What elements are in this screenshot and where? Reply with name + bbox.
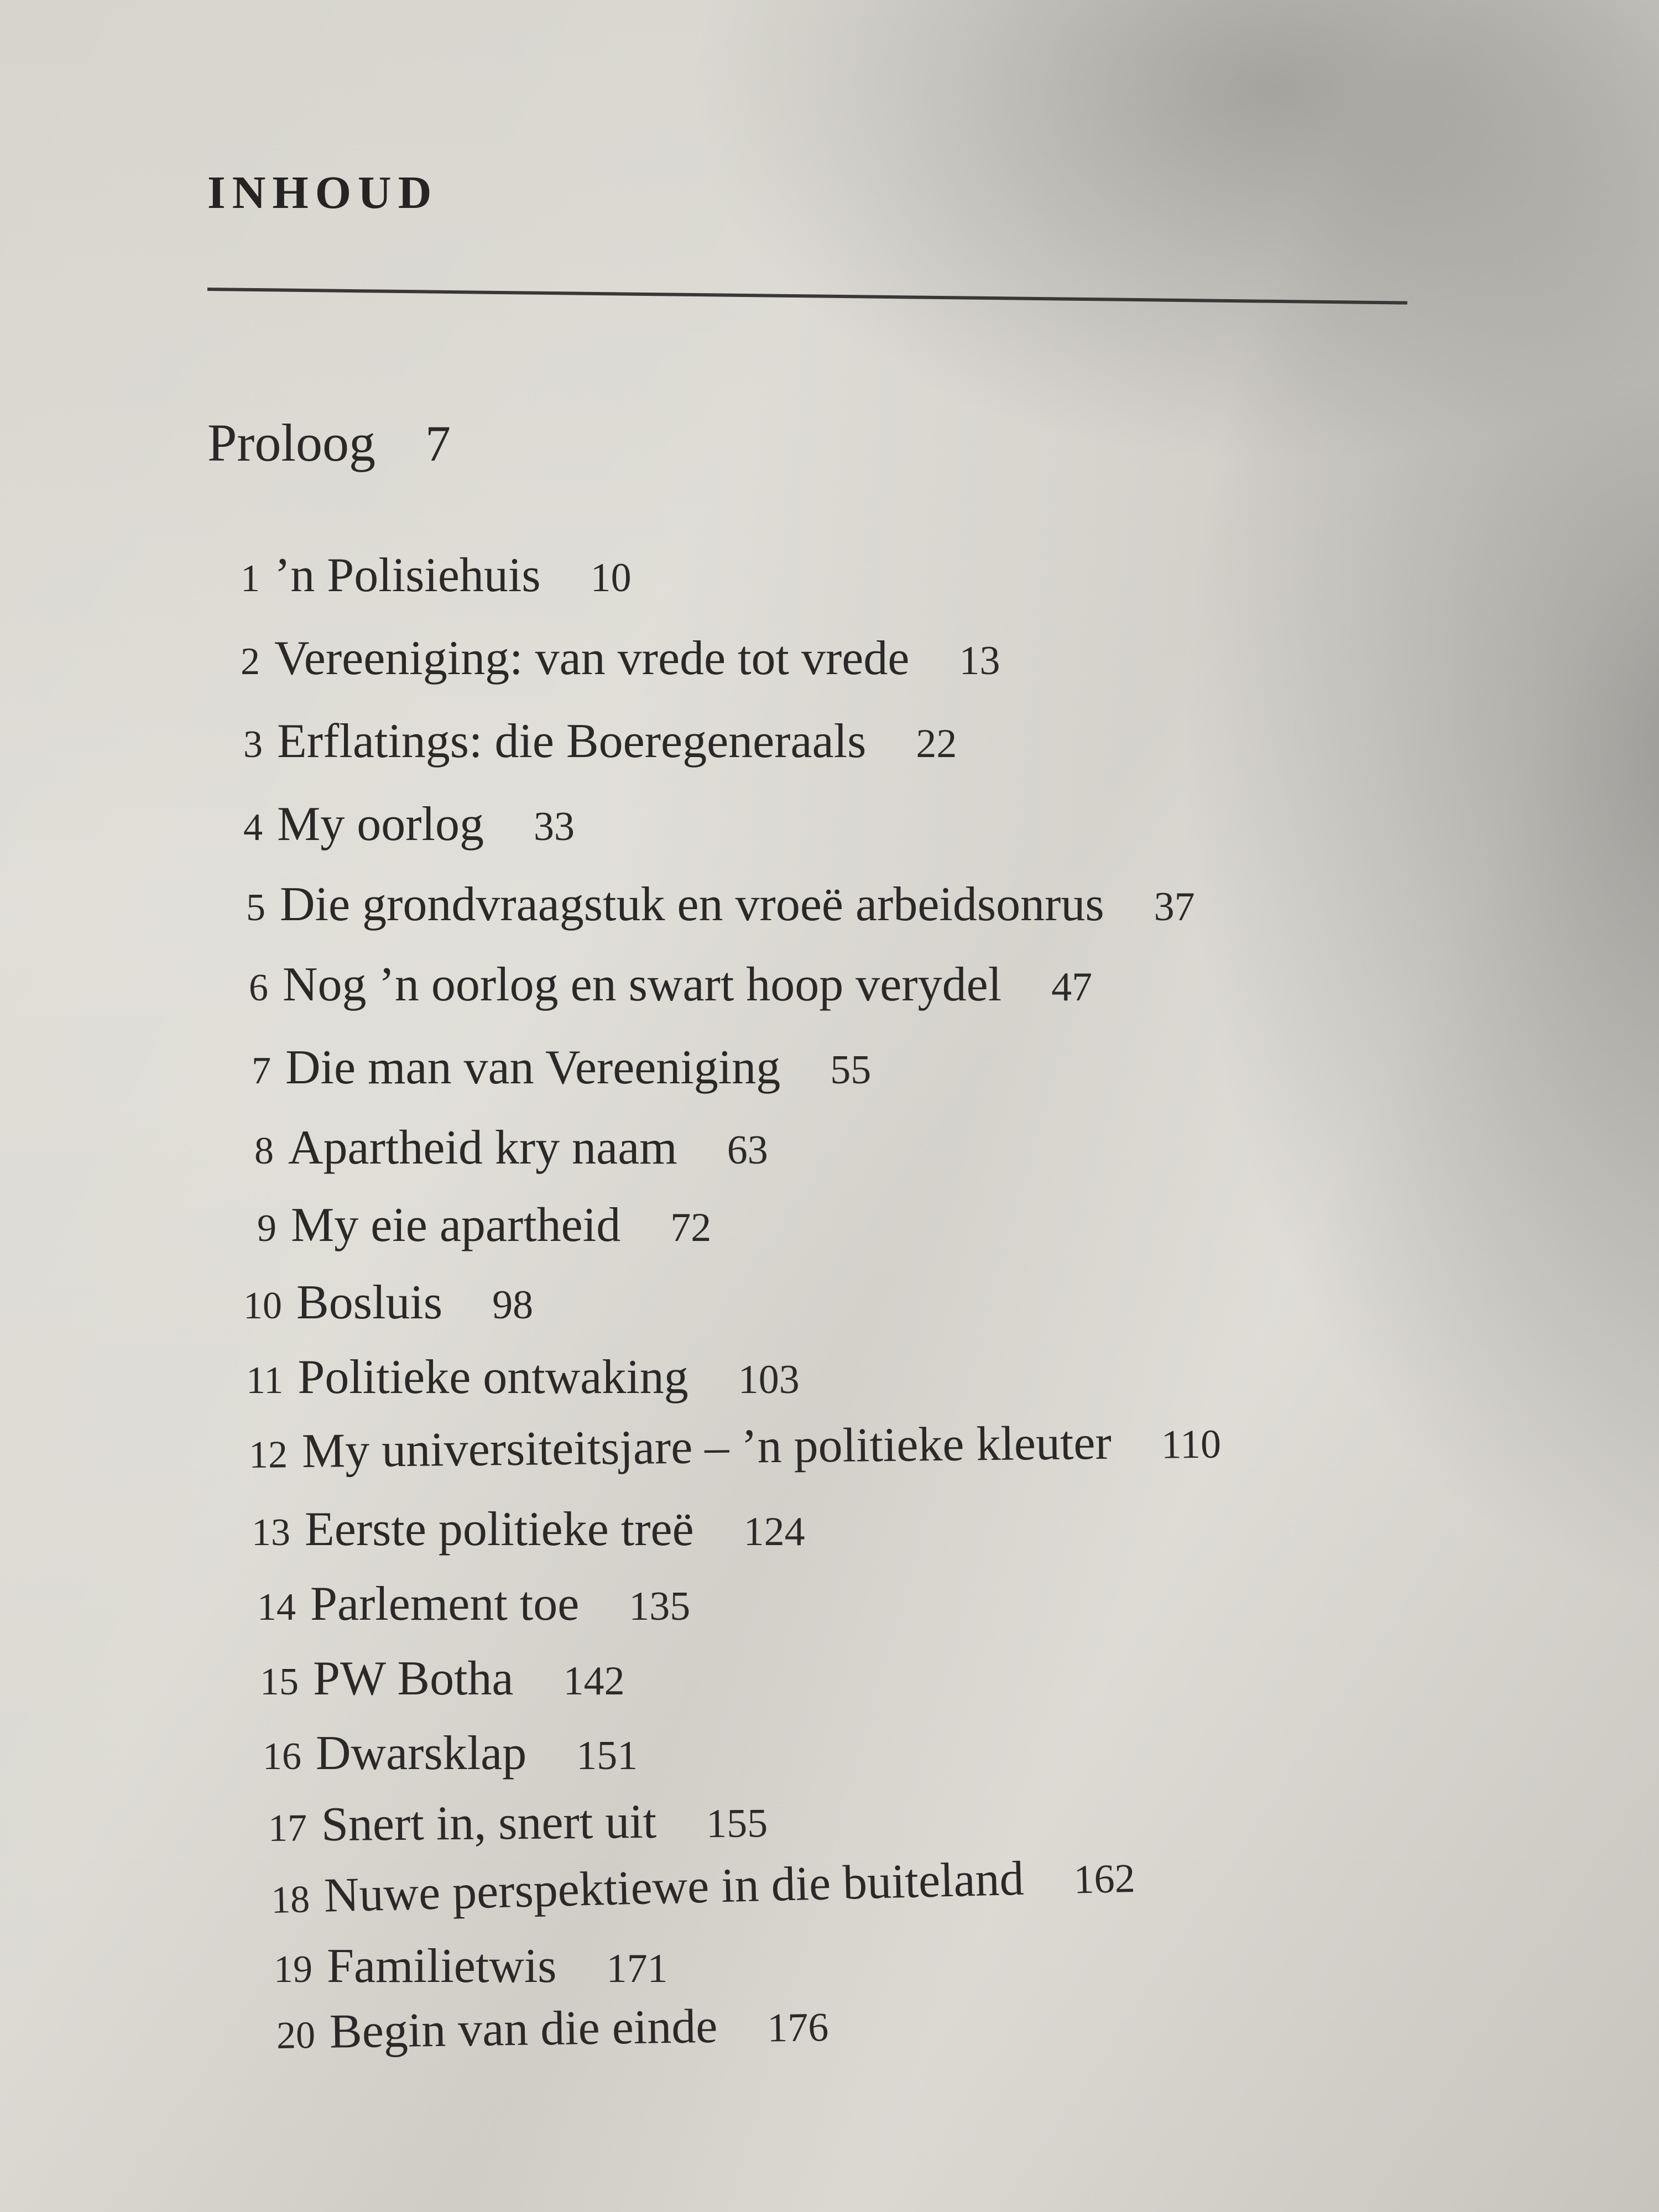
chapter-page: 110 bbox=[1161, 1421, 1222, 1468]
toc-entry bbox=[248, 1414, 1221, 1480]
chapter-number: 3 bbox=[243, 723, 263, 766]
chapter-page: 72 bbox=[670, 1205, 712, 1250]
chapter-number: 4 bbox=[243, 806, 263, 849]
chapter-page: 171 bbox=[606, 1946, 668, 1991]
chapter-title: PW Botha bbox=[313, 1652, 514, 1705]
chapter-title: My eie apartheid bbox=[291, 1198, 621, 1252]
chapter-title: Bosluis bbox=[296, 1276, 443, 1329]
toc-entry bbox=[276, 1997, 829, 2060]
chapter-page: 98 bbox=[492, 1282, 534, 1328]
chapter-number: 7 bbox=[252, 1050, 271, 1092]
chapter-title: Dwarsklap bbox=[316, 1726, 527, 1780]
chapter-page: 33 bbox=[534, 804, 575, 849]
chapter-title: Begin van die einde bbox=[329, 1999, 718, 2059]
chapter-number: 19 bbox=[274, 1948, 312, 1991]
chapter-number: 13 bbox=[252, 1511, 290, 1554]
chapter-page: 103 bbox=[738, 1357, 800, 1402]
chapter-page: 55 bbox=[830, 1047, 872, 1093]
chapter-number: 5 bbox=[246, 886, 265, 929]
chapter-number: 12 bbox=[248, 1433, 288, 1477]
chapter-page: 151 bbox=[576, 1733, 638, 1778]
chapter-page: 142 bbox=[563, 1658, 625, 1704]
chapter-page: 13 bbox=[959, 638, 1000, 684]
chapter-title: Die grondvraagstuk en vroeë arbeidsonrus bbox=[280, 878, 1104, 931]
chapter-page: 135 bbox=[629, 1584, 691, 1629]
chapter-number: 2 bbox=[241, 640, 260, 683]
chapter-page: 37 bbox=[1154, 884, 1195, 930]
chapter-number: 20 bbox=[276, 2014, 316, 2057]
prologue-page: 7 bbox=[425, 415, 451, 472]
chapter-title: My oorlog bbox=[277, 797, 484, 851]
chapter-page: 162 bbox=[1073, 1855, 1136, 1903]
chapter-title: Snert in, snert uit bbox=[321, 1794, 657, 1852]
toc-entry bbox=[257, 1576, 690, 1632]
chapter-page: 155 bbox=[706, 1801, 768, 1847]
chapter-title: Nuwe perspektiewe in die buiteland bbox=[323, 1851, 1025, 1923]
toc-entry bbox=[257, 1197, 711, 1253]
chapter-title: Familietwis bbox=[327, 1939, 557, 1993]
chapter-title: Erflatings: die Boeregeneraals bbox=[277, 714, 867, 768]
contents-heading: INHOUD bbox=[207, 167, 439, 218]
chapter-page: 22 bbox=[916, 721, 957, 766]
toc-entry bbox=[254, 1120, 768, 1176]
toc-entry bbox=[241, 547, 632, 603]
chapter-page: 124 bbox=[743, 1509, 805, 1554]
chapter-number: 18 bbox=[270, 1878, 311, 1922]
chapter-title: Nog ’n oorlog en swart hoop verydel bbox=[283, 958, 1002, 1011]
chapter-number: 17 bbox=[268, 1807, 307, 1850]
toc-entry bbox=[246, 877, 1195, 932]
chapter-number: 10 bbox=[243, 1285, 282, 1327]
chapter-page: 63 bbox=[727, 1128, 768, 1173]
toc-entry bbox=[241, 630, 1000, 686]
toc-entry bbox=[246, 1349, 800, 1405]
chapter-number: 16 bbox=[263, 1735, 301, 1778]
toc-entry bbox=[270, 1848, 1136, 1925]
chapter-number: 1 bbox=[241, 557, 260, 600]
chapter-number: 14 bbox=[257, 1586, 296, 1629]
toc-entry bbox=[243, 1275, 533, 1331]
toc-entry bbox=[263, 1725, 638, 1781]
chapter-title: Parlement toe bbox=[310, 1577, 580, 1631]
toc-entry bbox=[268, 1793, 768, 1853]
chapter-number: 15 bbox=[260, 1661, 299, 1703]
chapter-title: Eerste politieke treë bbox=[305, 1503, 694, 1556]
chapter-title: Apartheid kry naam bbox=[288, 1121, 677, 1175]
chapter-title: Vereeniging: van vrede tot vrede bbox=[274, 632, 910, 685]
chapter-title: Die man van Vereeniging bbox=[285, 1041, 781, 1094]
toc-entry bbox=[260, 1651, 625, 1707]
chapter-number: 8 bbox=[254, 1130, 274, 1172]
chapter-number: 9 bbox=[257, 1207, 276, 1250]
chapter-page: 47 bbox=[1051, 964, 1093, 1010]
chapter-number: 11 bbox=[246, 1359, 284, 1402]
chapter-title: My universiteitsjare – ’n politieke kleuter bbox=[301, 1416, 1112, 1478]
toc-entry bbox=[243, 796, 575, 852]
toc-entry bbox=[243, 713, 957, 769]
toc-entry bbox=[252, 1040, 871, 1095]
chapter-title: ’n Polisiehuis bbox=[274, 549, 541, 602]
toc-entry bbox=[249, 957, 1092, 1013]
chapter-page: 176 bbox=[766, 2005, 829, 2051]
prologue-title: Proloog bbox=[207, 413, 376, 472]
chapter-title: Politieke ontwaking bbox=[298, 1350, 688, 1404]
toc-entry bbox=[252, 1501, 805, 1557]
chapter-page: 10 bbox=[590, 555, 632, 601]
chapter-number: 6 bbox=[249, 967, 268, 1009]
toc-entry bbox=[274, 1938, 668, 1994]
